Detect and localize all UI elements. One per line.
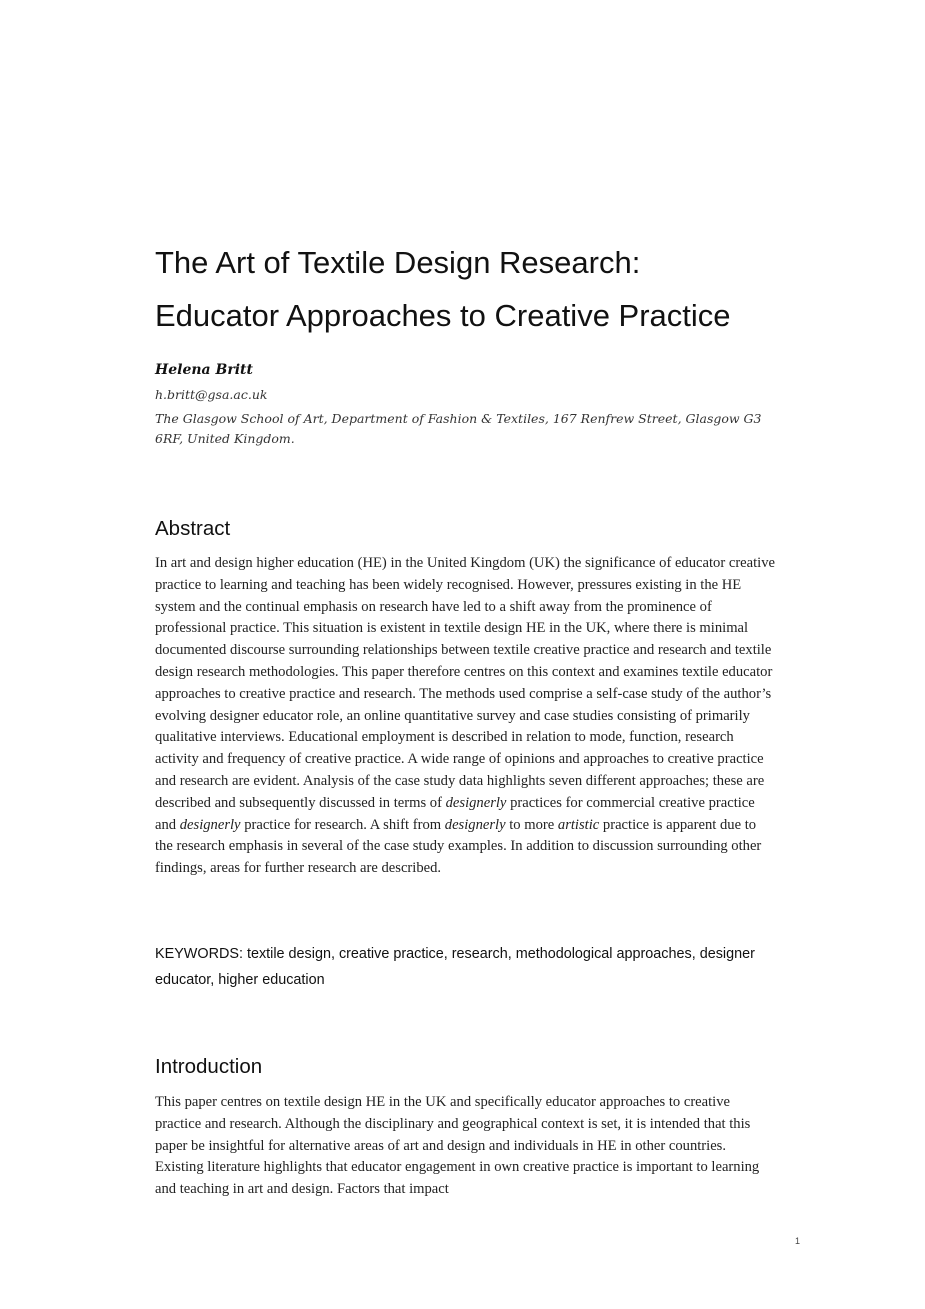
abstract-text	[155, 553, 775, 880]
author-name: Helena Britt	[155, 362, 253, 378]
abstract-emphasis-3: designerly	[444, 816, 506, 833]
author-email: h.britt@gsa.ac.uk	[155, 387, 268, 402]
abstract-text-part-2: practices for commercial creative practice and	[155, 794, 755, 833]
paper-title-line-2: Educator Approaches to Creative Practice	[155, 298, 731, 333]
author-block	[155, 360, 775, 449]
paper-title	[155, 236, 855, 342]
abstract-text-part-4: to more	[509, 816, 555, 833]
abstract-emphasis-1: designerly	[445, 794, 507, 811]
abstract-text-part-1: In art and design higher education (HE) in the United Kingdom (UK) the significance of educator creative practice to learning and teaching has been widely recognised. However, pressures existing in the HE system and the continual emphasis on research have led to a shift away from the prominence of professional practice. This situation is existent in textile design HE in the UK, where there is minimal documented discourse surrounding relationships between textile creative practice and research and textile design research methodologies. This paper therefore centres on this context and examines textile educator approaches to creative practice and research. The methods used comprise a self-case study of the author’s evolving designer educator role, an online quantitative survey and case studies consisting of primarily qualitative interviews. Educational employment is described in relation to mode, function, research activity and frequency of creative practice. A wide range of opinions and approaches to creative practice and research are evident. Analysis of the case study data highlights seven different approaches; these are described and subsequently discussed in terms of	[155, 555, 776, 811]
introduction-heading: Introduction	[155, 1055, 263, 1078]
abstract-emphasis-4: artistic	[557, 816, 600, 833]
abstract-heading: Abstract	[155, 517, 231, 540]
page-number: 1	[795, 1236, 801, 1246]
abstract-emphasis-2: designerly	[179, 816, 241, 833]
abstract-text-part-3: practice for research. A shift from	[244, 816, 442, 833]
keywords: KEYWORDS: textile design, creative practice, research, methodological approaches, designer educator, higher education	[155, 946, 755, 988]
introduction-text: This paper centres on textile design HE in the UK and specifically educator approaches to creative practice and research. Although the disciplinary and geographical context is set, it is intended that this paper be insightful for alternative areas of art and design and individuals in HE in other countries. Existing literature highlights that educator engagement in own creative practice is important to learning and teaching in art and design. Factors that impact	[155, 1094, 760, 1198]
author-affiliation: The Glasgow School of Art, Department of Fashion & Textiles, 167 Renfrew Street, Glasgow G3 6RF, United Kingdom.	[155, 411, 762, 446]
paper-title-line-1: The Art of Textile Design Research:	[155, 245, 641, 280]
abstract-text-part-5: practice is apparent due to the research emphasis in several of the case study examples. In addition to discussion surrounding other findings, areas for further research are described.	[155, 816, 762, 877]
